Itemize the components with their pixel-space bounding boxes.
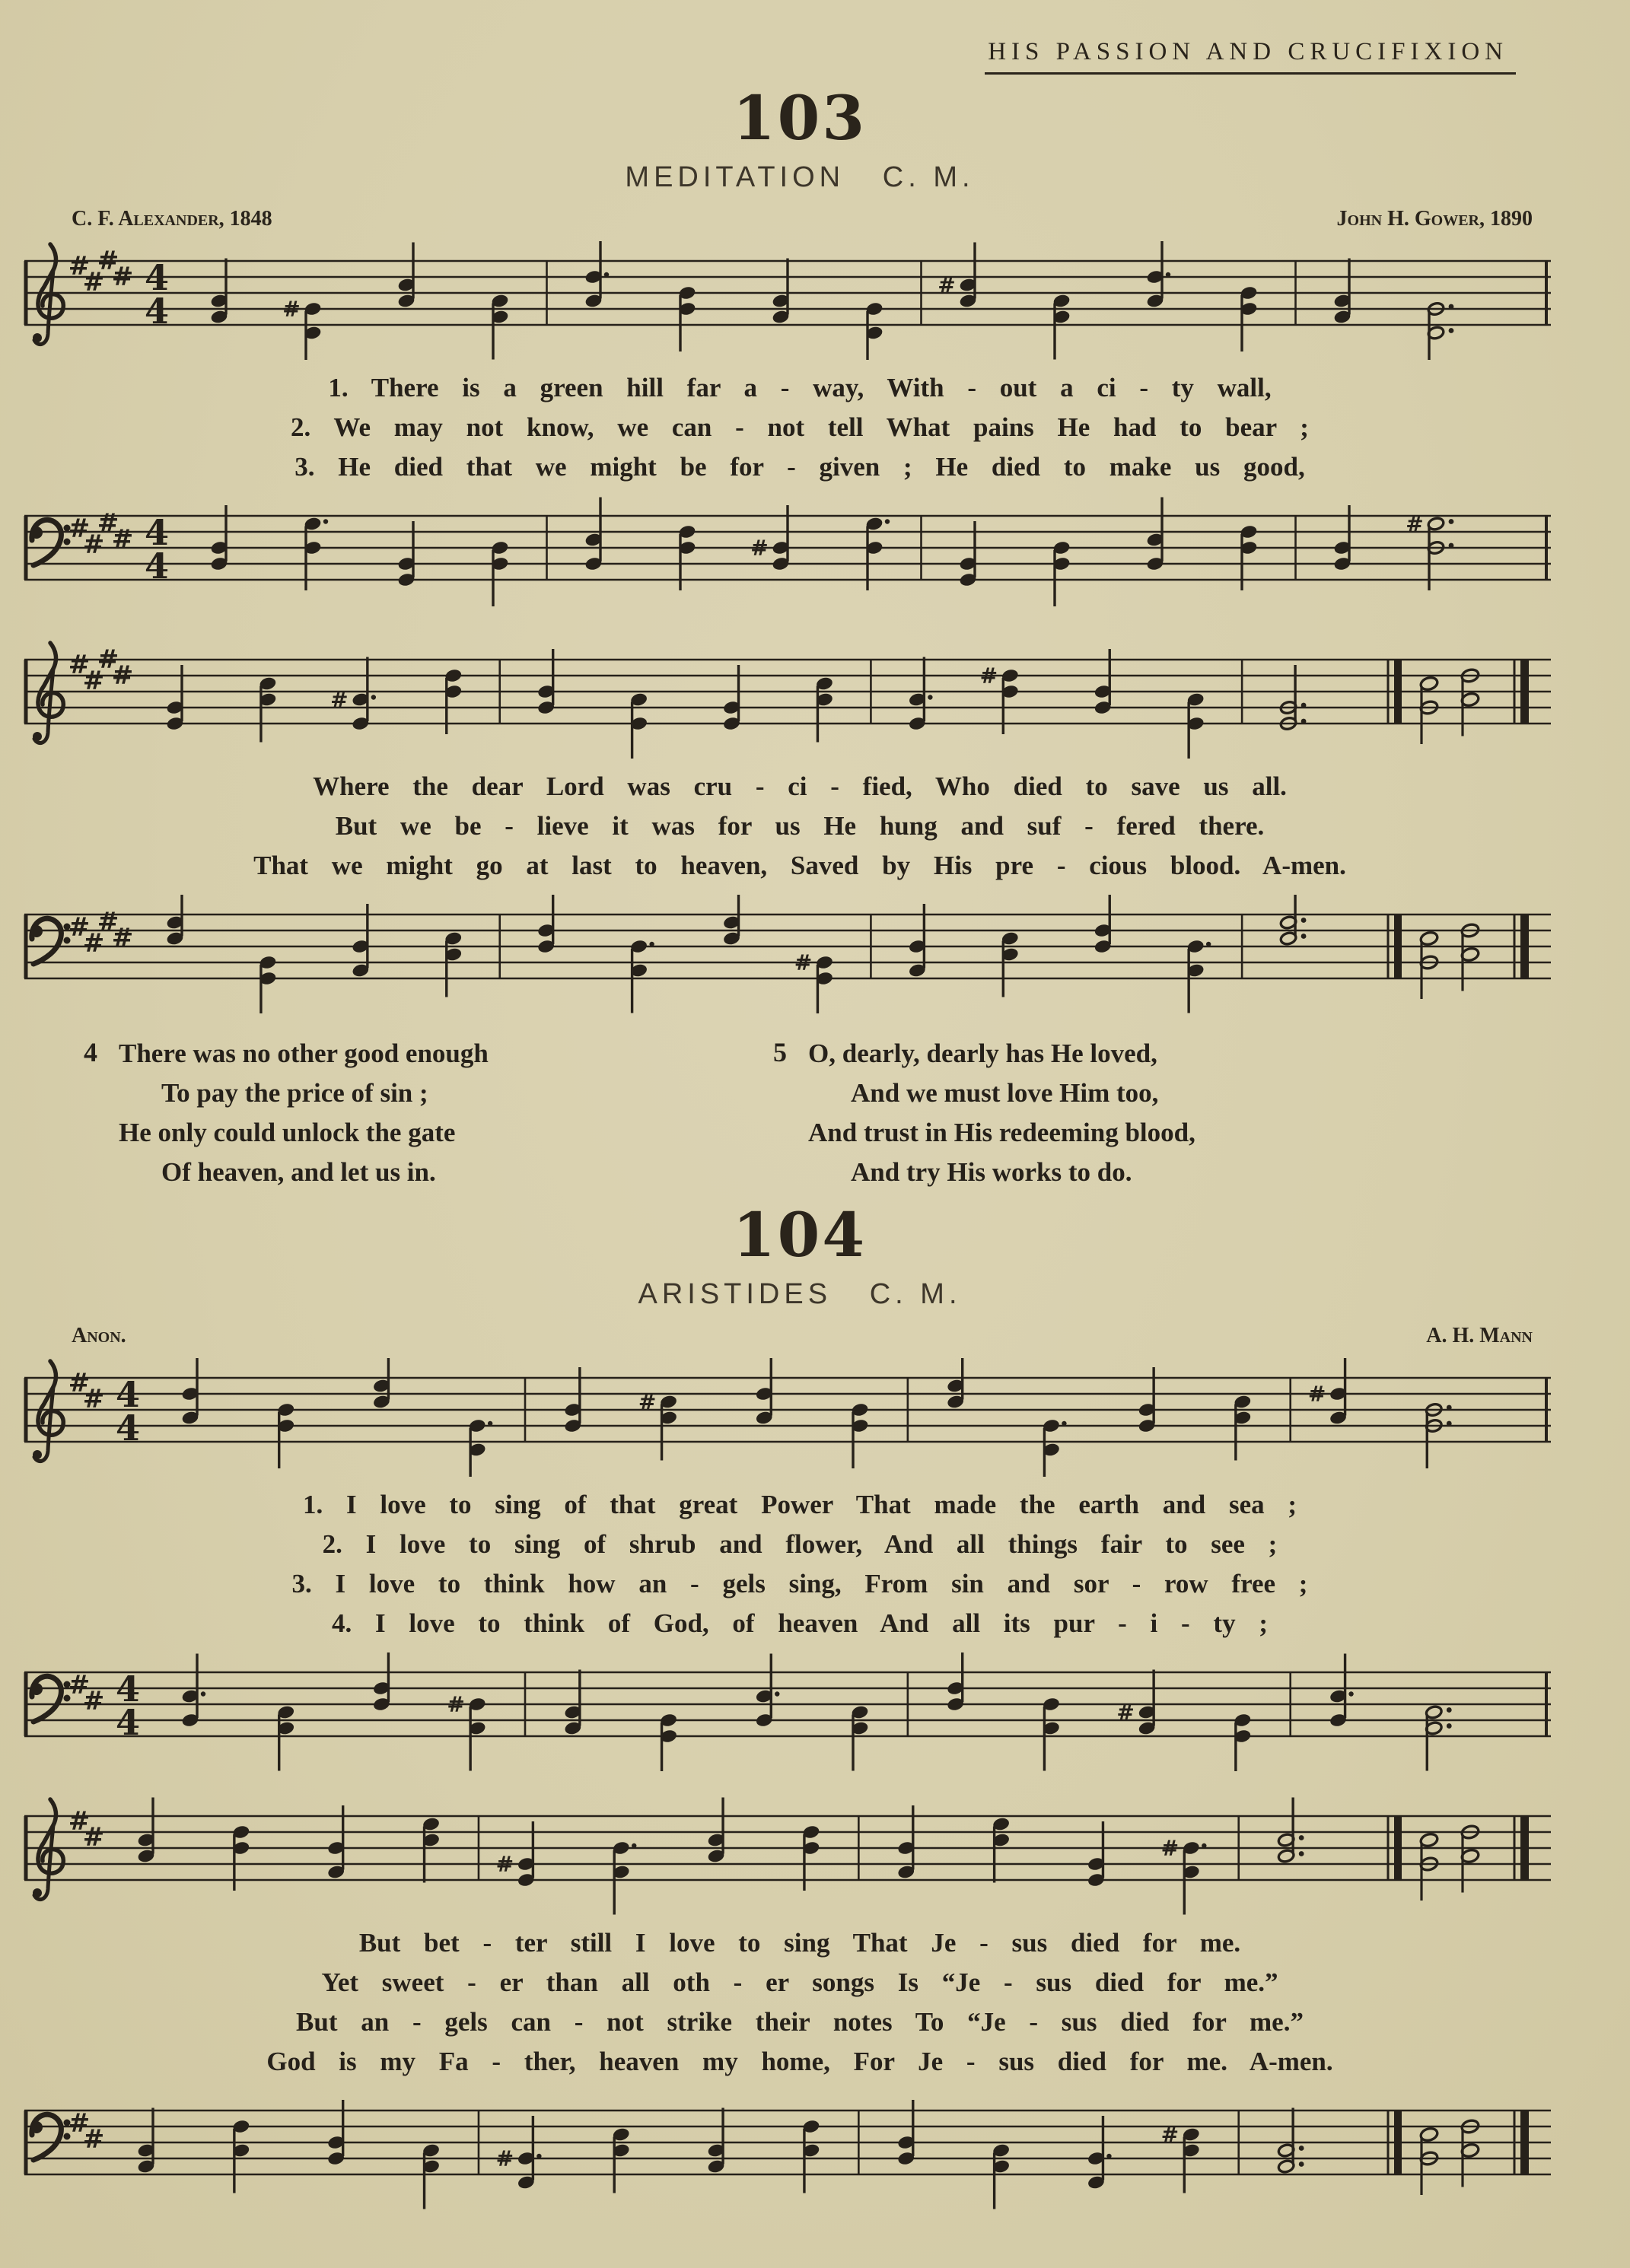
svg-text:#: # [68,1806,91,1837]
lyric-line: Where the dear Lord was cru - ci - fied, Who died to save us all. [313,771,1287,801]
svg-text:4: 4 [144,257,170,298]
lyric-line: 4. I love to think of God, of heaven And all its pur - i - ty ; [332,1608,1268,1638]
hymn-103-treble-staff-1 [23,238,1552,364]
svg-text:#: # [330,687,349,713]
svg-text:#: # [68,251,91,282]
svg-text:#: # [82,530,105,560]
verse-line: There was no other good enough [119,1039,489,1068]
hymn-103-composer: John H. Gower, 1890 [1336,207,1533,231]
svg-text:#: # [794,950,813,975]
lyric-line: 2. We may not know, we can - not tell What pains He had to bear ; [291,412,1309,442]
hymn-104-tune-title: ARISTIDES C. M. [638,1278,962,1310]
svg-text:#: # [1406,511,1424,537]
svg-text:#: # [1116,1700,1135,1726]
lyric-line: That we might go at last to heaven, Saved by His pre - cious blood. A-men. [253,851,1346,880]
hymn-104-bass-staff-2 [23,2088,1552,2213]
hymn-103-verse-4 [84,1034,773,1192]
verse-line: And try His works to do. [851,1157,1132,1187]
hymn-104-lyrics-block-2 [23,1923,1577,2082]
svg-text:#: # [68,1670,91,1700]
svg-text:#: # [68,1368,91,1398]
hymn-103-lyrics-block-2 [23,767,1577,886]
svg-text:4: 4 [115,1702,141,1743]
svg-text:#: # [82,928,105,959]
lyric-line: 1. I love to sing of that great Power That made the earth and sea ; [302,1490,1297,1519]
svg-text:#: # [1160,2122,1180,2148]
svg-text:4: 4 [115,1374,141,1415]
svg-text:4: 4 [115,1668,141,1710]
lyric-line: But bet - ter still I love to sing That Je - sus died for me. [358,1928,1241,1958]
svg-text:#: # [82,2124,105,2155]
hymn-104-bass-staff-1 [23,1649,1552,1775]
svg-text:#: # [68,912,91,943]
svg-text:#: # [82,1822,105,1853]
lyric-line: 3. He died that we might be for - given ; He died to make us good, [294,452,1305,482]
hymn-104-treble-staff-1 [23,1355,1552,1481]
running-header [0,0,1630,66]
svg-text:#: # [82,267,105,297]
svg-text:#: # [97,644,119,675]
svg-text:#: # [111,660,134,691]
svg-text:#: # [111,524,134,555]
hymn-103-attribution [72,206,1533,232]
svg-text:#: # [82,666,105,696]
hymn-103-author: C. F. Alexander, 1848 [72,207,272,231]
verse-line: And we must love Him too, [851,1078,1159,1108]
hymn-103-treble-staff-2 [23,637,1552,762]
svg-text:#: # [979,663,998,689]
verse-lines [119,1034,489,1192]
verse-line: Of heaven, and let us in. [161,1157,436,1187]
hymn-104-number: 104 [733,1199,867,1271]
hymn-104-author: Anon. [72,1324,126,1347]
svg-text:#: # [97,246,119,276]
svg-text:4: 4 [144,291,170,332]
page-content [23,83,1577,2213]
hymn-103 [23,83,1577,1192]
hymn-103-verse-5 [773,1034,1463,1192]
hymn-103-extra-verses [84,1034,1463,1192]
svg-text:#: # [68,2108,91,2139]
verse-number: 4 [84,1037,97,1067]
lyric-line: 3. I love to think how an - gels sing, From sin and sor - row free ; [291,1569,1308,1598]
svg-text:#: # [1307,1382,1326,1407]
verse-line: O, dearly, dearly has He loved, [808,1039,1157,1068]
hymn-104-treble-staff-2 [23,1793,1552,1919]
svg-text:#: # [68,650,91,680]
hymn-103-lyrics-block-1 [23,368,1577,487]
svg-text:#: # [111,923,134,953]
svg-text:#: # [1160,1836,1180,1861]
svg-text:4: 4 [144,512,170,553]
svg-text:#: # [111,262,134,292]
lyric-line: God is my Fa - ther, heaven my home, For Je - sus died for me. A-men. [266,2047,1333,2076]
verse-number: 5 [773,1037,787,1067]
svg-text:4: 4 [115,1408,141,1449]
svg-text:#: # [447,1692,465,1717]
svg-text:4: 4 [144,546,170,587]
lyric-line: 1. There is a green hill far a - way, With - out a ci - ty wall, [328,373,1272,402]
lyric-line: 2. I love to sing of shrub and flower, And all things fair to see ; [322,1529,1278,1559]
svg-text:#: # [82,1384,105,1414]
verse-line: And trust in His redeeming blood, [808,1118,1195,1147]
verse-lines [808,1034,1195,1192]
hymn-103-number: 103 [733,82,867,154]
hymn-104-lyrics-block-1 [23,1485,1577,1643]
svg-text:#: # [97,907,119,937]
svg-text:#: # [97,508,119,539]
svg-text:#: # [68,514,91,544]
svg-text:#: # [750,536,769,561]
hymn-104-composer: A. H. Mann [1426,1324,1533,1347]
svg-text:#: # [938,272,956,298]
hymn-103-tune-title: MEDITATION C. M. [625,161,975,193]
hymn-104-attribution [72,1323,1533,1349]
lyric-line: But we be - lieve it was for us He hung and suf - fered there. [335,811,1265,841]
verse-line: He only could unlock the gate [119,1118,456,1147]
lyric-line: Yet sweet - er than all oth - er songs Is “Je - sus died for me.” [321,1967,1278,1997]
running-header-text: HIS PASSION AND CRUCIFIXION [985,38,1516,75]
hymn-103-bass-staff-2 [23,892,1552,1017]
hymn-103-bass-staff-1 [23,493,1552,619]
svg-text:#: # [82,1686,105,1716]
svg-text:#: # [495,2146,514,2171]
lyric-line: But an - gels can - not strike their notes To “Je - sus died for me.” [296,2007,1304,2037]
verse-line: To pay the price of sin ; [161,1078,428,1108]
svg-text:#: # [638,1389,657,1415]
svg-text:#: # [282,297,301,322]
svg-text:#: # [495,1852,514,1877]
hymn-104 [23,1200,1577,2213]
